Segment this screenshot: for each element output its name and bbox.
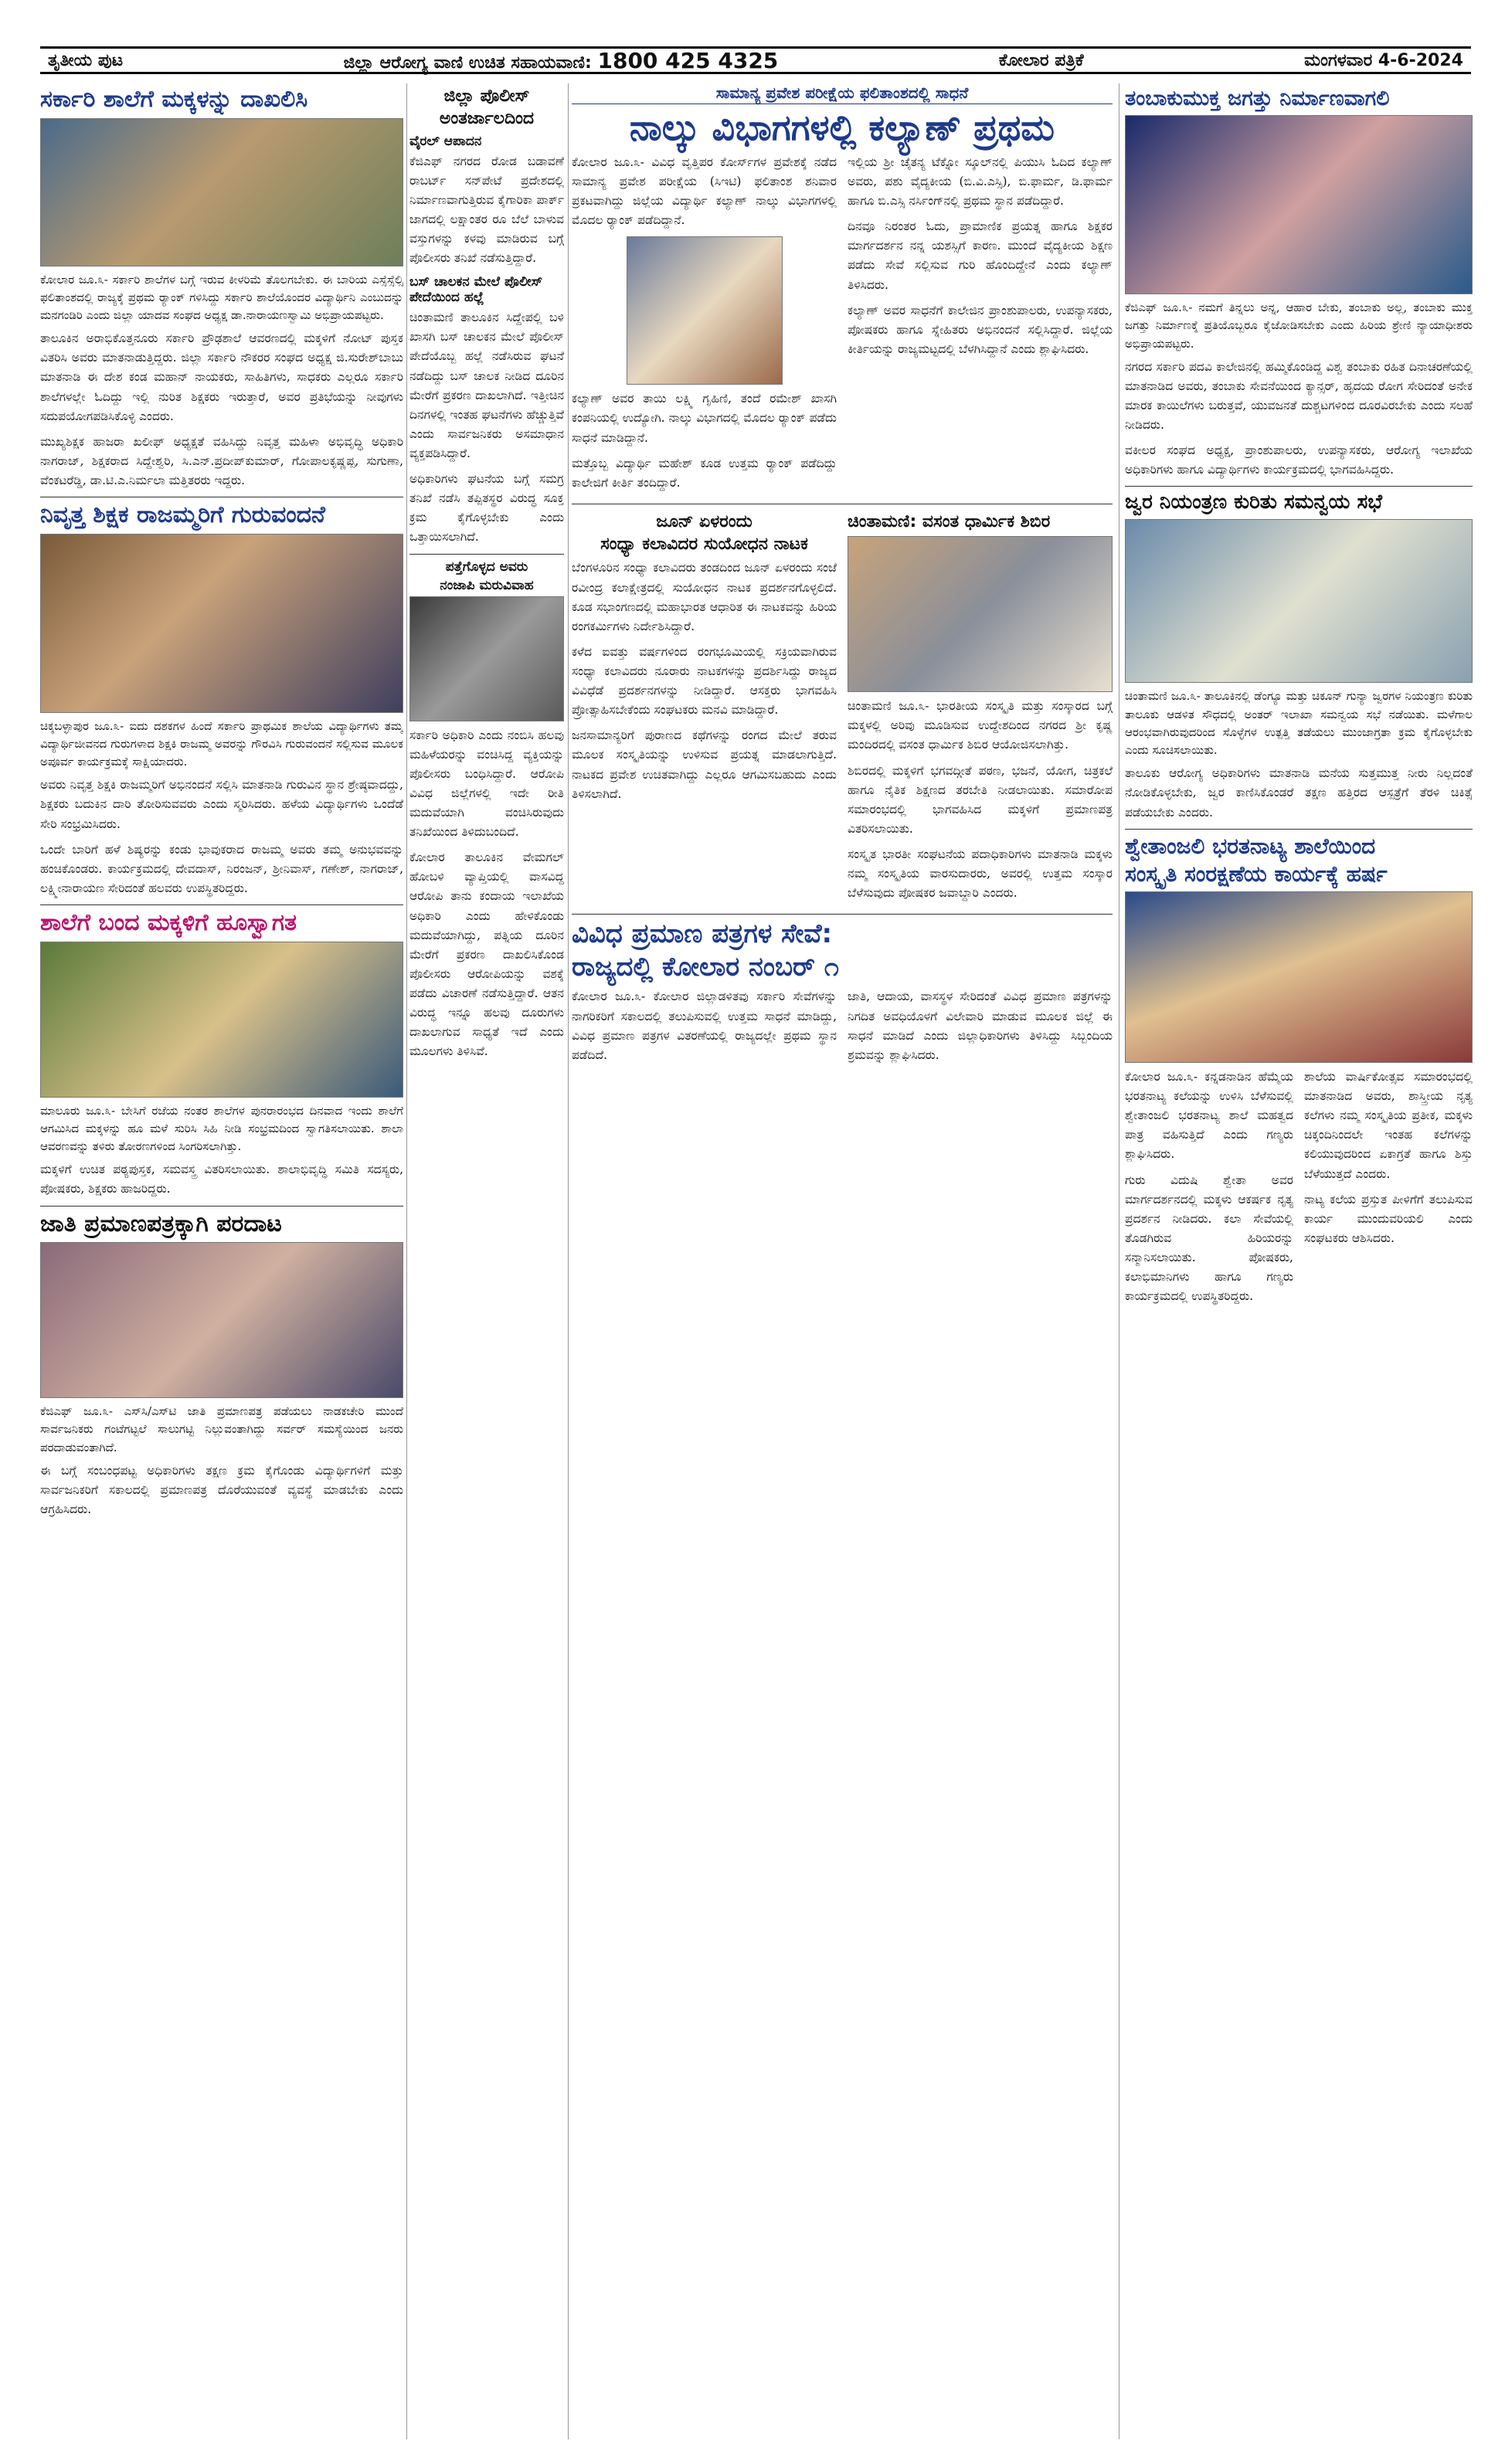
article-police [409,87,564,548]
article-caste-certificate [40,1211,403,1520]
divider [1125,486,1473,487]
paper-name: ಕೋಲಾರ ಪತ್ರಿಕೆ [998,50,1084,70]
article-body: ಶಿಬಿರದಲ್ಲಿ ಮಕ್ಕಳಿಗೆ ಭಗವದ್ಗೀತೆ ಪಠಣ, ಭಜನೆ, ಯೋಗ, ಚಿತ್ರಕಲೆ ಹಾಗೂ ನೈತಿಕ ಶಿಕ್ಷಣದ ತರಬೇತಿ ನೀಡಲಾಯಿತು. ಸಮಾರೋಪ ಸಮಾರಂಭದಲ್ಲಿ ಭಾಗವಹಿಸಿದ ಮಕ್ಕಳಿಗೆ ಪ್ರಮಾಣಪತ್ರ ವಿತರಿಸಲಾಯಿತು. [848,763,1113,836]
article-body: ಕೋಲಾರ ಜೂ.೩- ಸರ್ಕಾರಿ ಶಾಲೆಗಳ ಬಗ್ಗೆ ಇರುವ ಕೀಳರಿಮೆ ತೊಲಗಬೇಕು. ಈ ಬಾರಿಯ ಎಸ್ಸೆಸ್ಸೆಲ್ಸಿ ಫಲಿತಾಂಶದಲ್ಲಿ ರಾಜ್ಯಕ್ಕೆ ಪ್ರಥಮ ರ್‍ಯಾಂಕ್ ಗಳಿಸಿದ್ದು ಸರ್ಕಾರಿ ಶಾಲೆಯೊಂದರ ವಿದ್ಯಾರ್ಥಿನಿ ಎಂಬುದನ್ನು ಮನಗಂಡಿರಿ ಎಂದು ಜಿಲ್ಲಾ ಯಾದವ ಸಂಘದ ಅಧ್ಯಕ್ಷ ಡಾ.ನಾರಾಯಣಸ್ವಾಮಿ ಅಭಿಪ್ರಾಯಪಟ್ಟರು. [40,272,403,322]
page-number: ತೃತೀಯ ಪುಟ [48,50,124,70]
article-body: ಸಂಸ್ಕೃತ ಭಾರತೀ ಸಂಘಟನೆಯ ಪದಾಧಿಕಾರಿಗಳು ಮಾತನಾಡಿ ಮಕ್ಕಳು ನಮ್ಮ ಸಂಸ್ಕೃತಿಯ ವಾರಸುದಾರರು, ಅವರಲ್ಲಿ ಉತ್ತಮ ಸಂಸ್ಕಾರ ಬೆಳೆಸುವುದು ಪೋಷಕರ ಜವಾಬ್ದಾರಿ ಎಂದರು. [848,847,1113,901]
headline: ಸಂಧ್ಯಾ ಕಲಾವಿದರ ಸುಯೋಧನ ನಾಟಕ [600,535,808,555]
divider [572,914,1113,915]
article-tobacco [1125,87,1473,480]
headline: ನಾಲ್ಕು ವಿಭಾಗಗಳಲ್ಲಿ ಕಲ್ಯಾಣ್ ಪ್ರಥಮ [629,107,1055,148]
subheadline: ಬಸ್ ಚಾಲಕನ ಮೇಲೆ ಪೊಲೀಸ್ ಪೇದೆಯಿಂದ ಹಲ್ಲೆ [409,274,543,306]
article-body: ವಕೀಲರ ಸಂಘದ ಅಧ್ಯಕ್ಷ, ಪ್ರಾಂಶುಪಾಲರು, ಉಪನ್ಯಾಸಕರು, ಆರೋಗ್ಯ ಇಲಾಖೆಯ ಅಧಿಕಾರಿಗಳು ಹಾಗೂ ವಿದ್ಯಾರ್ಥಿಗಳು ಕಾರ್ಯಕ್ರಮದಲ್ಲಿ ಭಾಗವಹಿಸಿದ್ದರು. [1125,443,1473,477]
headline: ಜಾತಿ ಪ್ರಮಾಣಪತ್ರಕ್ಕಾಗಿ ಪರದಾಟ [40,1210,282,1237]
photo-lamp-lighting [1125,115,1473,294]
article-teacher-tribute [40,502,403,898]
article-body: ಕೋಲಾರ ಜೂ.೩- ಕೋಲಾರ ಜಿಲ್ಲಾಡಳಿತವು ಸರ್ಕಾರಿ ಸೇವೆಗಳನ್ನು ನಾಗರಿಕರಿಗೆ ಸಕಾಲದಲ್ಲಿ ತಲುಪಿಸುವಲ್ಲಿ ಉತ್ತಮ ಸಾಧನೆ ಮಾಡಿದ್ದು, ವಿವಿಧ ಪ್ರಮಾಣ ಪತ್ರಗಳ ವಿತರಣೆಯಲ್ಲಿ ರಾಜ್ಯದಲ್ಲೇ ಪ್ರಥಮ ಸ್ಥಾನ ಪಡೆದಿದೆ. [572,989,837,1062]
article-fever-meeting [1125,491,1473,822]
divider [1125,829,1473,830]
article-certificate-services [572,919,1113,1071]
article-body: ಕಲ್ಯಾಣ್ ಅವರ ಸಾಧನೆಗೆ ಕಾಲೇಜಿನ ಪ್ರಾಂಶುಪಾಲರು, ಉಪನ್ಯಾಸಕರು, ಪೋಷಕರು ಹಾಗೂ ಸ್ನೇಹಿತರು ಅಭಿನಂದನೆ ಸಲ್ಲಿಸಿದ್ದಾರೆ. ಜಿಲ್ಲೆಯ ಕೀರ್ತಿಯನ್ನು ರಾಜ್ಯಮಟ್ಟದಲ್ಲಿ ಬೆಳಗಿಸಿದ್ದಾನೆ ಎಂದು ಶ್ಲಾಘಿಸಿದರು. [848,303,1113,356]
headline: ಅಂತರ್ಜಾಲದಿಂದ [439,109,535,129]
article-body: ಒಂದೇ ಬಾರಿಗೆ ಹಳೆ ಶಿಷ್ಯರನ್ನು ಕಂಡು ಭಾವುಕರಾದ ರಾಜಮ್ಮ ಅವರು ತಮ್ಮ ಅನುಭವವನ್ನು ಹಂಚಿಕೊಂಡರು. ಕಾರ್ಯಕ್ರಮದಲ್ಲಿ ದೇವದಾಸ್, ನಿರಂಜನ್, ಶ್ರೀನಿವಾಸ್, ಗಣೇಶ್, ನಾಗರಾಜ್, ಲಕ್ಷ್ಮೀನಾರಾಯಣ ಸೇರಿದಂತೆ ಹಲವರು ಉಪಸ್ಥಿತರಿದ್ದರು. [40,842,403,895]
helpline-number: 1800 425 4325 [597,47,779,73]
article-body: ಮತ್ತೊಬ್ಬ ವಿದ್ಯಾರ್ಥಿ ಮಹೇಶ್ ಕೂಡ ಉತ್ತಮ ರ್‍ಯಾಂಕ್ ಪಡೆದಿದ್ದು ಕಾಲೇಜಿಗೆ ಕೀರ್ತಿ ತಂದಿದ್ದಾರೆ. [572,456,837,490]
article-body: ಚಿಂತಾಮಣಿ ಜೂ.೩- ತಾಲೂಕಿನಲ್ಲಿ ಡೆಂಗ್ಯೂ ಮತ್ತು ಚಿಕೂನ್ ಗುನ್ಯಾ ಜ್ವರಗಳ ನಿಯಂತ್ರಣ ಕುರಿತು ತಾಲೂಕು ಆಡಳಿತ ಸೌಧದಲ್ಲಿ ಅಂತರ್ ಇಲಾಖಾ ಸಮನ್ವಯ ಸಭೆ ನಡೆಯಿತು. ಮಳೆಗಾಲ ಆರಂಭವಾಗಿರುವುದರಿಂದ ಸೊಳ್ಳೆಗಳ ಉತ್ಪತ್ತಿ ತಡೆಯಲು ಮುಂಜಾಗ್ರತಾ ಕ್ರಮ ಕೈಗೊಳ್ಳಬೇಕು ಎಂದು ಸೂಚಿಸಲಾಯಿತು. [1125,689,1473,758]
article-school-welcome [40,910,403,1199]
article-body: ದಿನವೂ ನಿರಂತರ ಓದು, ಪ್ರಾಮಾಣಿಕ ಪ್ರಯತ್ನ ಹಾಗೂ ಶಿಕ್ಷಕರ ಮಾರ್ಗದರ್ಶನ ನನ್ನ ಯಶಸ್ಸಿಗೆ ಕಾರಣ. ಮುಂದೆ ವೈದ್ಯಕೀಯ ಶಿಕ್ಷಣ ಪಡೆದು ಸೇವೆ ಸಲ್ಲಿಸುವ ಗುರಿ ಹೊಂದಿದ್ದೇನೆ ಎಂದು ಕಲ್ಯಾಣ್ ತಿಳಿಸಿದರು. [848,219,1113,292]
article-body: ಗುರು ವಿದುಷಿ ಶ್ವೇತಾ ಅವರ ಮಾರ್ಗದರ್ಶನದಲ್ಲಿ ಮಕ್ಕಳು ಆಕರ್ಷಕ ನೃತ್ಯ ಪ್ರದರ್ಶನ ನೀಡಿದರು. ಕಲಾ ಸೇವೆಯಲ್ಲಿ ತೊಡಗಿರುವ ಹಿರಿಯರನ್ನು ಸನ್ಮಾನಿಸಲಾಯಿತು. ಪೋಷಕರು, ಕಲಾಭಿಮಾನಿಗಳು ಹಾಗೂ ಗಣ್ಯರು ಕಾರ್ಯಕ್ರಮದಲ್ಲಿ ಉಪಸ್ಥಿತರಿದ್ದರು. [1125,1173,1293,1304]
article-body: ಇಲ್ಲಿಯ ಶ್ರೀ ಚೈತನ್ಯ ಟೆಕ್ನೋ ಸ್ಕೂಲ್‌ನಲ್ಲಿ ಪಿಯುಸಿ ಓದಿದ ಕಲ್ಯಾಣ್ ಅವರು, ಪಶು ವೈದ್ಯಕೀಯ (ಬಿ.ವಿ.ಎಸ್ಸಿ), ಬಿ.ಫಾರ್ಮ, ಡಿ.ಫಾರ್ಮ ಹಾಗೂ ಬಿ.ಎಸ್ಸಿ ನರ್ಸಿಂಗ್‌ನಲ್ಲಿ ಪ್ರಥಮ ಸ್ಥಾನ ಪಡೆದಿದ್ದಾರೆ. [848,154,1113,209]
headline: ಚಿಂತಾಮಣಿ: ವಸಂತ ಧಾರ್ಮಿಕ ಶಿಬಿರ [848,511,1051,531]
article-body: ಕೋಲಾರ ತಾಲೂಕಿನ ವೇಮಗಲ್ ಹೋಬಳಿ ವ್ಯಾಪ್ತಿಯಲ್ಲಿ ವಾಸವಿದ್ದ ಆರೋಪಿ ತಾನು ಕಂದಾಯ ಇಲಾಖೆಯ ಅಧಿಕಾರಿ ಎಂದು ಹೇಳಿಕೊಂಡು ಮದುವೆಯಾಗಿದ್ದು, ಪತ್ನಿಯ ದೂರಿನ ಮೇರೆಗೆ ಪ್ರಕರಣ ದಾಖಲಿಸಿಕೊಂಡ ಪೊಲೀಸರು ಆರೋಪಿಯನ್ನು ವಶಕ್ಕೆ ಪಡೆದು ವಿಚಾರಣೆ ನಡೆಸುತ್ತಿದ್ದಾರೆ. ಆತನ ವಿರುದ್ಧ ಇನ್ನೂ ಹಲವು ದೂರುಗಳು ದಾಖಲಾಗುವ ಸಾಧ್ಯತೆ ಇದೆ ಎಂದು ಮೂಲಗಳು ತಿಳಿಸಿವೆ. [409,850,564,1059]
article-body: ಕಲ್ಯಾಣ್ ಅವರ ತಾಯಿ ಲಕ್ಷ್ಮಿ ಗೃಹಿಣಿ, ತಂದೆ ರಮೇಶ್ ಖಾಸಗಿ ಕಂಪನಿಯಲ್ಲಿ ಉದ್ಯೋಗಿ. ನಾಲ್ಕು ವಿಭಾಗದಲ್ಲಿ ಮೊದಲ ರ್‍ಯಾಂಕ್ ಪಡೆದು ಸಾಧನೆ ಮಾಡಿದ್ದಾನೆ. [572,392,837,445]
article-body: ಜಾತಿ, ಆದಾಯ, ವಾಸಸ್ಥಳ ಸೇರಿದಂತೆ ವಿವಿಧ ಪ್ರಮಾಣ ಪತ್ರಗಳನ್ನು ನಿಗದಿತ ಅವಧಿಯೊಳಗೆ ವಿಲೇವಾರಿ ಮಾಡುವ ಮೂಲಕ ಜಿಲ್ಲೆ ಈ ಸಾಧನೆ ಮಾಡಿದೆ ಎಂದು ಜಿಲ್ಲಾಧಿಕಾರಿಗಳು ತಿಳಿಸಿದ್ದು ಸಿಬ್ಬಂದಿಯ ಶ್ರಮವನ್ನು ಶ್ಲಾಘಿಸಿದರು. [848,989,1113,1062]
headline: ಶಾಲೆಗೆ ಬಂದ ಮಕ್ಕಳಿಗೆ ಹೂಸ್ವಾಗತ [40,909,297,937]
article-body: ತಾಲೂಕು ಆರೋಗ್ಯ ಅಧಿಕಾರಿಗಳು ಮಾತನಾಡಿ ಮನೆಯ ಸುತ್ತಮುತ್ತ ನೀರು ನಿಲ್ಲದಂತೆ ನೋಡಿಕೊಳ್ಳಬೇಕು, ಜ್ವರ ಕಾಣಿಸಿಕೊಂಡರೆ ತಕ್ಷಣ ಹತ್ತಿರದ ಆಸ್ಪತ್ರೆಗೆ ತೆರಳಿ ಚಿಕಿತ್ಸೆ ಪಡೆಯಬೇಕು ಎಂದರು. [1125,766,1473,820]
article-body: ಈ ಬಗ್ಗೆ ಸಂಬಂಧಪಟ್ಟ ಅಧಿಕಾರಿಗಳು ತಕ್ಷಣ ಕ್ರಮ ಕೈಗೊಂಡು ವಿದ್ಯಾರ್ಥಿಗಳಿಗೆ ಮತ್ತು ಸಾರ್ವಜನಿಕರಿಗೆ ಸಕಾಲದಲ್ಲಿ ಪ್ರಮಾಣಪತ್ರ ದೊರೆಯುವಂತೆ ವ್ಯವಸ್ಥೆ ಮಾಡಬೇಕು ಎಂದು ಆಗ್ರಹಿಸಿದರು. [40,1463,403,1516]
article-body: ಕಳೆದ ಐವತ್ತು ವರ್ಷಗಳಿಂದ ರಂಗಭೂಮಿಯಲ್ಲಿ ಸಕ್ರಿಯವಾಗಿರುವ ಸಂಧ್ಯಾ ಕಲಾವಿದರು ನೂರಾರು ನಾಟಕಗಳನ್ನು ಪ್ರದರ್ಶಿಸಿದ್ದು ರಾಜ್ಯದ ವಿವಿಧೆಡೆ ಪ್ರದರ್ಶನಗಳನ್ನು ನೀಡಿದ್ದಾರೆ. ಆಸಕ್ತರು ಭಾಗವಹಿಸಿ ಪ್ರೋತ್ಸಾಹಿಸಬೇಕೆಂದು ಸಂಘಟಕರು ಮನವಿ ಮಾಡಿದ್ದಾರೆ. [572,644,837,718]
article-body: ಮಕ್ಕಳಿಗೆ ಉಚಿತ ಪಠ್ಯಪುಸ್ತಕ, ಸಮವಸ್ತ್ರ ವಿತರಿಸಲಾಯಿತು. ಶಾಲಾಭಿವೃದ್ಧಿ ಸಮಿತಿ ಸದಸ್ಯರು, ಪೋಷಕರು, ಶಿಕ್ಷಕರು ಹಾಜರಿದ್ದರು. [40,1162,403,1196]
article-body: ಮುಖ್ಯಶಿಕ್ಷಕ ಹಾಜರಾ ಖಲೀಫ್ ಅಧ್ಯಕ್ಷತೆ ವಹಿಸಿದ್ದು ನಿವೃತ್ತ ಮಹಿಳಾ ಅಭಿವೃದ್ಧಿ ಅಧಿಕಾರಿ ನಾಗರಾಜ್, ಶಿಕ್ಷಕರಾದ ಸಿದ್ದೇಶ್ವರಿ, ಸಿ.ಎನ್.ಪ್ರದೀಪ್‌ಕುಮಾರ್, ಗೋಪಾಲಕೃಷ್ಣಪ್ಪ, ಸುಗುಣಾ, ವೆಂಕಟರೆಡ್ಡಿ, ಡಾ.ಟಿ.ಎ.ನಿರ್ಮಲಾ ಮತ್ತಿತರರು ಇದ್ದರು. [40,434,403,488]
article-religious-camp [848,509,1113,909]
article-fraud-marriage [409,559,564,1062]
headline: ನಂಜಾಪಿ ಮರುವಿವಾಹ [440,577,534,593]
article-body: ಶಾಲೆಯ ವಾರ್ಷಿಕೋತ್ಸವ ಸಮಾರಂಭದಲ್ಲಿ ಮಾತನಾಡಿದ ಅವರು, ಶಾಸ್ತ್ರೀಯ ನೃತ್ಯ ಕಲೆಗಳು ನಮ್ಮ ಸಂಸ್ಕೃತಿಯ ಪ್ರತೀಕ, ಮಕ್ಕಳು ಚಿಕ್ಕಂದಿನಿಂದಲೇ ಇಂತಹ ಕಲೆಗಳನ್ನು ಕಲಿಯುವುದರಿಂದ ಏಕಾಗ್ರತೆ ಹಾಗೂ ಶಿಸ್ತು ಬೆಳೆಯುತ್ತದೆ ಎಂದರು. [1304,1070,1473,1181]
article-body: ಕೋಲಾರ ಜೂ.೩- ಕನ್ನಡನಾಡಿನ ಹೆಮ್ಮೆಯ ಭರತನಾಟ್ಯ ಕಲೆಯನ್ನು ಉಳಿಸಿ ಬೆಳೆಸುವಲ್ಲಿ ಶ್ವೇತಾಂಜಲಿ ಭರತನಾಟ್ಯ ಶಾಲೆ ಮಹತ್ವದ ಪಾತ್ರ ವಹಿಸುತ್ತಿದೆ ಎಂದು ಗಣ್ಯರು ಶ್ಲಾಘಿಸಿದರು. [1125,1070,1293,1162]
article-body: ಜನಸಾಮಾನ್ಯರಿಗೆ ಪುರಾಣದ ಕಥೆಗಳನ್ನು ರಂಗದ ಮೇಲೆ ತರುವ ಮೂಲಕ ಸಂಸ್ಕೃತಿಯನ್ನು ಉಳಿಸುವ ಪ್ರಯತ್ನ ಮಾಡಲಾಗುತ್ತಿದೆ. ನಾಟಕದ ಪ್ರವೇಶ ಉಚಿತವಾಗಿದ್ದು ಎಲ್ಲರೂ ಆಗಮಿಸಬಹುದು ಎಂದು ತಿಳಿಸಲಾಗಿದೆ. [572,728,837,801]
photo-camp [848,536,1113,692]
headline: ಜ್ವರ ನಿಯಂತ್ರಣ ಕುರಿತು ಸಮನ್ವಯ ಸಭೆ [1125,490,1383,514]
article-body: ಚಿಕ್ಕಬಳ್ಳಾಪುರ ಜೂ.೩- ಐದು ದಶಕಗಳ ಹಿಂದೆ ಸರ್ಕಾರಿ ಪ್ರಾಥಮಿಕ ಶಾಲೆಯ ವಿದ್ಯಾರ್ಥಿಗಳು ತಮ್ಮ ವಿದ್ಯಾರ್ಥಿಜೀವನದ ಗುರುಗಳಾದ ಶಿಕ್ಷಕಿ ರಾಜಮ್ಮ ಅವರನ್ನು ಗೌರವಿಸಿ ಗುರುವಂದನೆ ಸಲ್ಲಿಸುವ ಮೂಲಕ ಅಪೂರ್ವ ಕಾರ್ಯಕ್ರಮಕ್ಕೆ ಸಾಕ್ಷಿಯಾದರು. [40,718,403,769]
column-1 [40,83,403,2439]
divider [40,1206,403,1207]
headline: ವಿವಿಧ ಪ್ರಮಾಣ ಪತ್ರಗಳ ಸೇವೆ: [572,918,833,950]
headline: ಸಂಸ್ಕೃತಿ ಸಂರಕ್ಷಣೆಯ ಕಾರ್ಯಕ್ಕೆ ಹರ್ಷ [1125,860,1388,887]
headline: ಶ್ವೇತಾಂಜಲಿ ಭರತನಾಟ್ಯ ಶಾಲೆಯಿಂದ [1125,833,1376,859]
headline: ನಿವೃತ್ತ ಶಿಕ್ಷಕ ರಾಜಮ್ಮರಿಗೆ ಗುರುವಂದನೆ [40,501,325,529]
article-body: ಮಾಲೂರು ಜೂ.೩- ಬೇಸಿಗೆ ರಜೆಯ ನಂತರ ಶಾಲೆಗಳ ಪುನರಾರಂಭದ ದಿನವಾದ ಇಂದು ಶಾಲೆಗೆ ಆಗಮಿಸಿದ ಮಕ್ಕಳನ್ನು ಹೂ ಮಳೆ ಸುರಿಸಿ ಸಿಹಿ ನೀಡಿ ಸಂಭ್ರಮದಿಂದ ಸ್ವಾಗತಿಸಲಾಯಿತು. ಶಾಲಾ ಆವರಣವನ್ನು ತಳಿರು ತೋರಣಗಳಿಂದ ಸಿಂಗರಿಸಲಾಗಿತ್ತು. [40,1103,403,1154]
helpline-label: ಜಿಲ್ಲಾ ಆರೋಗ್ಯ ವಾಣಿ ಉಚಿತ ಸಹಾಯವಾಣಿ: [343,53,592,73]
divider [40,904,403,905]
subheadline: ವೈರಲ್ ಆಪಾದನ [409,133,482,149]
headline: ರಾಜ್ಯದಲ್ಲಿ ಕೋಲಾರ ನಂಬರ್ ೧ [572,952,839,983]
article-school-enrollment [40,87,403,490]
article-body: ಚಿಂತಾಮಣಿ ಜೂ.೩- ಭಾರತೀಯ ಸಂಸ್ಕೃತಿ ಮತ್ತು ಸಂಸ್ಕಾರದ ಬಗ್ಗೆ ಮಕ್ಕಳಲ್ಲಿ ಅರಿವು ಮೂಡಿಸುವ ಉದ್ದೇಶದಿಂದ ನಗರದ ಶ್ರೀ ಕೃಷ್ಣ ಮಂದಿರದಲ್ಲಿ ವಸಂತ ಧಾರ್ಮಿಕ ಶಿಬಿರ ಆಯೋಜಿಸಲಾಗಿತ್ತು. [848,699,1113,752]
headline: ಜೂನ್ ಏಳರಂದು [656,511,752,531]
article-body: ನಾಟ್ಯ ಕಲೆಯ ಪ್ರಸ್ತುತ ಪೀಳಿಗೆಗೆ ತಲುಪಿಸುವ ಕಾರ್ಯ ಮುಂದುವರಿಯಲಿ ಎಂದು ಸಂಘಟಕರು ಆಶಿಸಿದರು. [1304,1192,1473,1245]
article-drama [572,509,837,909]
column-3 [572,83,1113,2439]
kicker: ಸಾಮಾನ್ಯ ಪ್ರವೇಶ ಪರೀಕ್ಷೆಯ ಫಲಿತಾಂಶದಲ್ಲಿ ಸಾಧನೆ [572,83,1113,104]
photo-accused-portrait [409,596,564,721]
photo-meeting [1125,519,1473,683]
photo-students-books [40,118,403,266]
article-body: ಸರ್ಕಾರಿ ಅಧಿಕಾರಿ ಎಂದು ನಂಬಿಸಿ ಹಲವು ಮಹಿಳೆಯರನ್ನು ವಂಚಿಸಿದ್ದ ವ್ಯಕ್ತಿಯನ್ನು ಪೊಲೀಸರು ಬಂಧಿಸಿದ್ದಾರೆ. ಆರೋಪಿ ವಿವಿಧ ಜಿಲ್ಲೆಗಳಲ್ಲಿ ಇದೇ ರೀತಿ ಮದುವೆಯಾಗಿ ವಂಚಿಸಿರುವುದು ತನಿಖೆಯಿಂದ ತಿಳಿದುಬಂದಿದೆ. [409,728,564,840]
column-divider [568,83,569,2439]
article-body: ಅಧಿಕಾರಿಗಳು ಘಟನೆಯ ಬಗ್ಗೆ ಸಮಗ್ರ ತನಿಖೆ ನಡೆಸಿ ತಪ್ಪಿತಸ್ಥರ ವಿರುದ್ಧ ಸೂಕ್ತ ಕ್ರಮ ಕೈಗೊಳ್ಳಬೇಕು ಎಂದು ಒತ್ತಾಯಿಸಲಾಗಿದೆ. [409,472,564,545]
headline: ಪತ್ತೆಗೊಳ್ಳದ ಅವರು [445,558,528,575]
headline: ಜಿಲ್ಲಾ ಪೊಲೀಸ್ [443,87,530,106]
article-body: ಕೆಜಿಎಫ್ ನಗರದ ರೋಡ ಬಡಾವಣೆ ರಾಬರ್ಟ್ ಸನ್‌ಪೇಟೆ ಪ್ರದೇಶದಲ್ಲಿ ನಿರ್ಮಾಣವಾಗುತ್ತಿರುವ ಕೈಗಾರಿಕಾ ಪಾರ್ಕ್ ಜಾಗದಲ್ಲಿ ಲಕ್ಷಾಂತರ ರೂ ಬೆಲೆ ಬಾಳುವ ವಸ್ತುಗಳನ್ನು ಕಳವು ಮಾಡಿರುವ ಬಗ್ಗೆ ಪೊಲೀಸರು ತನಿಖೆ ನಡೆಸುತ್ತಿದ್ದಾರೆ. [409,154,564,266]
column-4 [1125,83,1473,2439]
divider [409,554,564,555]
article-body: ಕೋಲಾರ ಜೂ.೩- ವಿವಿಧ ವೃತ್ತಿಪರ ಕೋರ್ಸ್‌ಗಳ ಪ್ರವೇಶಕ್ಕೆ ನಡೆದ ಸಾಮಾನ್ಯ ಪ್ರವೇಶ ಪರೀಕ್ಷೆಯ (ಸಿಇಟಿ) ಫಲಿತಾಂಶ ಶನಿವಾರ ಪ್ರಕಟವಾಗಿದ್ದು ಜಿಲ್ಲೆಯ ವಿದ್ಯಾರ್ಥಿ ಕಲ್ಯಾಣ್ ನಾಲ್ಕು ವಿಭಾಗಗಳಲ್ಲಿ ಮೊದಲ ರ್‍ಯಾಂಕ್ ಪಡೆದಿದ್ದಾನೆ. [572,154,837,228]
column-2 [409,83,564,2439]
photo-kalyan-portrait [627,236,783,385]
helpline [344,48,779,73]
article-bharatanatyam [1125,834,1473,1313]
headline: ತಂಬಾಕುಮುಕ್ತ ಜಗತ್ತು ನಿರ್ಮಾಣವಾಗಲಿ [1125,87,1390,110]
column-divider [406,83,407,2439]
article-body: ಬೆಂಗಳೂರಿನ ಸಂಧ್ಯಾ ಕಲಾವಿದರು ತಂಡದಿಂದ ಜೂನ್ ಏಳರಂದು ಸಂಜೆ ರವೀಂದ್ರ ಕಲಾಕ್ಷೇತ್ರದಲ್ಲಿ ಸುಯೋಧನ ನಾಟಕ ಪ್ರದರ್ಶನಗೊಳ್ಳಲಿದೆ. ಕೂಡ ಸಭಾಂಗಣದಲ್ಲಿ ಮಹಾಭಾರತ ಆಧಾರಿತ ಈ ನಾಟಕವನ್ನು ಹಿರಿಯ ರಂಗಕರ್ಮಿಗಳು ನಿರ್ದೇಶಿಸಿದ್ದಾರೆ. [572,561,837,633]
article-body: ಕೆಜಿಎಫ್ ಜೂ.೩- ಎಸ್‌ಸಿ/ಎಸ್‌ಟಿ ಜಾತಿ ಪ್ರಮಾಣಪತ್ರ ಪಡೆಯಲು ನಾಡಕಚೇರಿ ಮುಂದೆ ಸಾರ್ವಜನಿಕರು ಗಂಟೆಗಟ್ಟಲೆ ಸಾಲುಗಟ್ಟಿ ನಿಲ್ಲುವಂತಾಗಿದ್ದು ಸರ್ವರ್ ಸಮಸ್ಯೆಯಿಂದ ಜನರು ಪರದಾಡುವಂತಾಗಿದೆ. [40,1404,403,1454]
article-cet-topper [572,83,1113,499]
article-body: ಅವರು ನಿವೃತ್ತ ಶಿಕ್ಷಕಿ ರಾಜಮ್ಮರಿಗೆ ಅಭಿನಂದನೆ ಸಲ್ಲಿಸಿ ಮಾತನಾಡಿ ಗುರುವಿನ ಸ್ಥಾನ ಶ್ರೇಷ್ಠವಾದದ್ದು, ಶಿಕ್ಷಕರು ಬದುಕಿನ ದಾರಿ ತೋರಿಸುವವರು ಎಂದು ಸ್ಮರಿಸಿದರು. ಹಳೆಯ ವಿದ್ಯಾರ್ಥಿಗಳು ಒಂದೆಡೆ ಸೇರಿ ಸಂಭ್ರಮಿಸಿದರು. [40,778,403,831]
article-body: ಚಿಂತಾಮಣಿ ತಾಲೂಕಿನ ಸಿದ್ದೇಪಲ್ಲಿ ಬಳಿ ಖಾಸಗಿ ಬಸ್ ಚಾಲಕನ ಮೇಲೆ ಪೊಲೀಸ್ ಪೇದೆಯೊಬ್ಬ ಹಲ್ಲೆ ನಡೆಸಿರುವ ಘಟನೆ ನಡೆದಿದ್ದು ಬಸ್ ಚಾಲಕ ನೀಡಿದ ದೂರಿನ ಮೇರೆಗೆ ಪ್ರಕರಣ ದಾಖಲಾಗಿದೆ. ಇತ್ತೀಚಿನ ದಿನಗಳಲ್ಲಿ ಇಂತಹ ಘಟನೆಗಳು ಹೆಚ್ಚುತ್ತಿವೆ ಎಂದು ಸಾರ್ವಜನಿಕರು ಅಸಮಾಧಾನ ವ್ಯಕ್ತಪಡಿಸಿದ್ದಾರೆ. [409,311,564,461]
headline: ಸರ್ಕಾರಿ ಶಾಲೆಗೆ ಮಕ್ಕಳನ್ನು ದಾಖಲಿಸಿ [40,86,308,113]
article-body: ಕೆಜಿಎಫ್ ಜೂ.೩- ನಮಗೆ ತಿನ್ನಲು ಅನ್ನ, ಆಹಾರ ಬೇಕು, ತಂಬಾಕು ಅಲ್ಲ, ತಂಬಾಕು ಮುಕ್ತ ಜಗತ್ತು ನಿರ್ಮಾಣಕ್ಕೆ ಪ್ರತಿಯೊಬ್ಬರೂ ಕೈಜೋಡಿಸಬೇಕು ಎಂದು ಹಿರಿಯ ಶ್ರೇಣಿ ನ್ಯಾಯಾಧೀಶರು ಅಭಿಪ್ರಾಯಪಟ್ಟರು. [1125,300,1473,351]
photo-children-welcome [40,942,403,1098]
photo-felicitation [40,534,403,713]
photo-queue [40,1242,403,1398]
photo-dance-school [1125,891,1473,1063]
masthead [40,46,1471,74]
article-body: ನಗರದ ಸರ್ಕಾರಿ ಪದವಿ ಕಾಲೇಜಿನಲ್ಲಿ ಹಮ್ಮಿಕೊಂಡಿದ್ದ ವಿಶ್ವ ತಂಬಾಕು ರಹಿತ ದಿನಾಚರಣೆಯಲ್ಲಿ ಮಾತನಾಡಿದ ಅವರು, ತಂಬಾಕು ಸೇವನೆಯಿಂದ ಕ್ಯಾನ್ಸರ್, ಹೃದಯ ರೋಗ ಸೇರಿದಂತೆ ಅನೇಕ ಮಾರಕ ಕಾಯಿಲೆಗಳು ಬರುತ್ತವೆ, ಯುವಜನತೆ ದುಶ್ಚಟಗಳಿಂದ ದೂರವಿರಬೇಕು ಎಂದು ಸಲಹೆ ನೀಡಿದರು. [1125,359,1473,433]
article-body: ತಾಲೂಕಿನ ಅರಾಭಿಕೊತ್ತನೂರು ಸರ್ಕಾರಿ ಪ್ರೌಢಶಾಲೆ ಆವರಣದಲ್ಲಿ ಮಕ್ಕಳಿಗೆ ನೋಟ್ ಪುಸ್ತಕ ವಿತರಿಸಿ ಅವರು ಮಾತನಾಡುತ್ತಿದ್ದರು. ಜಿಲ್ಲಾ ಸರ್ಕಾರಿ ನೌಕರರ ಸಂಘದ ಅಧ್ಯಕ್ಷ ಜಿ.ಸುರೇಶ್‌ಬಾಬು ಮಾತನಾಡಿ ಈ ದೇಶ ಕಂಡ ಮಹಾನ್ ನಾಯಕರು, ಸಾಹಿತಿಗಳು, ಸಾಧಕರು ಎಲ್ಲರೂ ಸರ್ಕಾರಿ ಶಾಲೆಗಳಲ್ಲೇ ಓದಿದ್ದು ಇಲ್ಲಿ ನುರಿತ ಶಿಕ್ಷಕರು ಇರುತ್ತಾರೆ, ಅವರ ಪ್ರತಿಭೆಯನ್ನು ನೀವುಗಳು ಸದುಪಯೋಗಪಡಿಸಿಕೊಳ್ಳಿ ಎಂದರು. [40,331,403,423]
issue-date: ಮಂಗಳವಾರ 4-6-2024 [1304,50,1463,70]
